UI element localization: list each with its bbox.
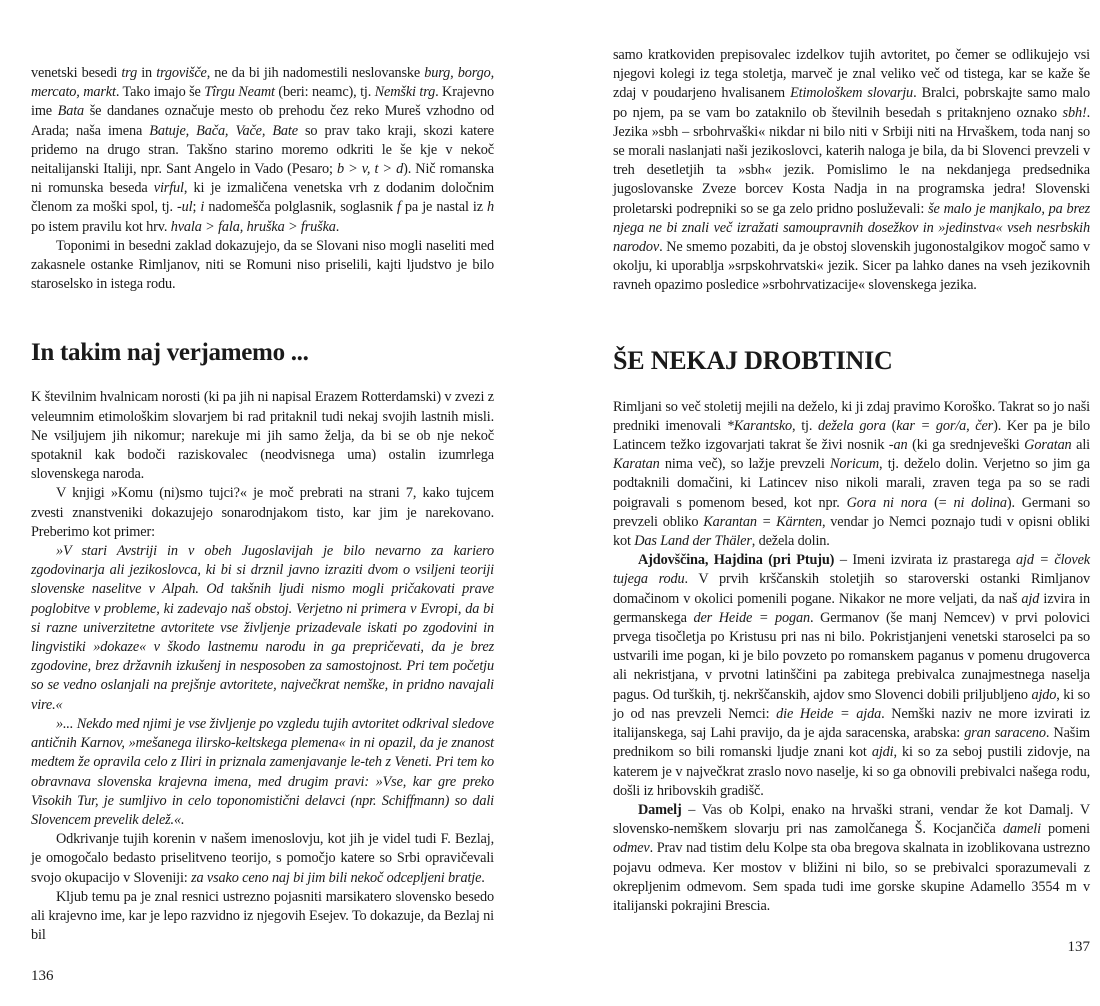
text-run: , ki so za seboj pustili zidovje, na katerem je v največkrat zraslo novo naselje, ki so ga obnovili prebivalci našega rodu, došli iz hribovskih gradišč. [613, 744, 1090, 799]
italic-term: Gora ni nora [846, 494, 928, 511]
italic-term: ajdo [1031, 686, 1057, 703]
italic-term: trg [121, 65, 138, 81]
text-run: še dandanes označuje mesto ob prehodu čez reko Mureš vzhodno od Arada; naša imena [31, 103, 495, 139]
text-run: ; [192, 199, 201, 216]
quote-nekdo-med-njimi: »... Nekdo med njimi je vse življenje po vzgledu tujih avtoritet odkrival sledove antičnih Karnov, »mešanega ilirsko-keltskega plemena« in ni opazil, da je znanost medtem že opravila celo z Iliri in priznala zamenjavanje le-teh z Veneti. Pri tem ko obravnava slovenska krajevna imena, med drugim pravi: »Vse, kar gre preko Visokih Tur, je sumljivo in celo toponomistični delavci (npr. Schiffmann) so dali Slovencem prevelik delež.«. [31, 715, 494, 828]
text-run: pa je nastal iz [400, 199, 487, 216]
text-run: . Jezika »sbh – srbohrvaški« nikdar ni bilo niti v Srbiji niti na Hrvaškem, toda nanj so se morali naslanjati naši jezikoslovci, katerih naloga je bila, da bi Slovenci prevzeli v treh desetletjih ta »sbh« jezik. Pomislimo le na nekdanjega predsednika jugoslovanske Zveze borcev Kosta Nadja in na programska jedra! Slovenski proletarski podrepniki so se ga zelo pridno posluževali: [613, 104, 1090, 217]
paragraph-komu-nismo-tujci: V knjigi »Komu (ni)smo tujci?« je moč prebrati na strani 7, kako tujcem zvesti znanstveniki dokazujejo sonarodnjakom tisto, kar jim je narekovano. Preberimo kot primer: [31, 485, 494, 540]
text-run: , ki je izmaličena venetska vrh z dodanim določnim členom za moški spol, tj. [31, 180, 494, 216]
text-run: (= [927, 494, 954, 511]
text-run: . Našim prednikom so bili romanski ljudje znani kot [613, 725, 1091, 761]
page-number-left: 136 [31, 968, 54, 985]
text-run: nima več), so lažje prevzeli [659, 456, 831, 473]
italic-term: dameli [1002, 821, 1041, 838]
text-run: , dežela dolin. [751, 533, 830, 550]
text-run: samo kratkoviden prepisovalec izdelkov tujih avtoritet, po čemer se odlikujejo vsi njegovi kolegi iz tega stoletja, marveč je znal veliko več od tistega, kar se kaže še zdaj v poudarjeno hvalisanem [613, 47, 1090, 102]
text-run: , tj. deželo dolin. Verjetno so jim ga podtaknili domačini, ki Latincev niso nikoli marali, zraven tega pa so se radi poigravali s pomenom besed, kot npr. [613, 456, 1090, 511]
text-run: so prav tako kraji, skozi katere pridemo na drugo stran. Takšno starino moremo odkriti le še kje v nekoč neitalijanski Italiji, npr. Sant Angelo in Vado (Pesaro; [31, 122, 494, 178]
italic-term: virful [153, 180, 184, 197]
paragraph-end: . [481, 869, 485, 886]
paragraph-odkrivanje-tujih-korenin [31, 830, 494, 888]
bold-entry-title: Ajdovščina, Hajdina (pri Ptuju) [638, 552, 835, 569]
italic-term: gran saraceno [964, 725, 1046, 742]
italic-term: Das Land der Thäler [634, 533, 752, 550]
italic-term: ajd [1021, 590, 1040, 607]
italic-term: *Karantsko [726, 417, 793, 434]
italic-term: Nemški trg [374, 84, 436, 101]
text-run: venetski besedi [31, 65, 122, 81]
paragraph-venetski-besedi [31, 64, 494, 237]
italic-term: sbh! [1062, 104, 1087, 121]
italic-term: Noricum [830, 456, 880, 473]
page-number-right: 137 [1067, 939, 1090, 956]
italic-term: Goratan [1024, 437, 1072, 454]
italic-term: Tîrgu Neamt [204, 84, 275, 101]
text-run: (ki ga srednjeveški [907, 437, 1025, 454]
text-run: – Vas ob Kolpi, enako na hrvaški strani, vendar že kot Damalj. V slovensko-nemškem slovarju pri nas zamolčanega Š. Kocjančiča [613, 801, 1090, 838]
text-run: . Krajevno ime [31, 84, 495, 120]
section-heading-se-nekaj-drobtinic: ŠE NEKAJ DROBTINIC [613, 345, 893, 375]
italic-term: kar = gor/a, čer [896, 417, 994, 434]
italic-term: -an [888, 437, 908, 454]
italic-term: trgovišče [156, 65, 207, 81]
text-run: , ne da bi jih nadomestili neslovanske [206, 65, 425, 81]
italic-term: Batuje, Bača, Vače, Bate [149, 122, 298, 139]
text-run: . Germanov (še manj Nemcev) v prvi polovici prvega tisočletja po Kristusu pri nas ni bilo. Pokristjanjeni venetski staroselci pa so ustvarili ime pogan, ki je bilo povzeto po romanskem paganus v pomenu drugoverca ali nekristjana, v prvotni latinščini pa zabitega prebivalca zunajmestnega naselja pagus. Od turških, tj. nekrščanskih, ajdov smo Slovenci dobili priljubljeno [613, 609, 1091, 703]
italic-term: ni dolina [953, 494, 1007, 511]
text-run: izvira in germanskega [613, 590, 1090, 626]
text-run: . Prav nad tistim delu Kolpe sta oba bregova skalnata in izoblikovana ustrezno pojavu odmeva. Ker mostov v bližini ni bilo, so se prebivalci sporazumevali z okrepljenim odmevom. Sem spada tudi ime gorske skupine Adamello 3554 m v italijanski pokrajini Brescia. [613, 840, 1090, 914]
bold-entry-title: Damelj [638, 801, 682, 818]
text-run: . Bralci, pobrskajte samo malo po njem, pa se vam bo zataknilo ob številnih besedah s pritaknjeno oznako [613, 85, 1090, 121]
text-run: in [137, 65, 157, 81]
text-run: – Imeni izvirata iz prastarega [834, 552, 1017, 569]
text-run: . [335, 218, 340, 235]
text-run: , vendar jo Nemci poznajo tudi v opisni obliki kot [613, 513, 1090, 550]
paragraph-rimljani [613, 398, 1090, 552]
paragraph-kratkoviden-prepisovalec [613, 46, 1090, 296]
italic-term: Etimološkem slovarju [790, 85, 914, 102]
italic-term: še malo je manjkalo, pa brez njega ne bi znali več izražati samoupravnih dosežkov in »jedinstva« vseh nesrbskih narodov [613, 200, 1090, 256]
entry-ajdovscina-hajdina [613, 551, 1090, 801]
italic-term: Bata [57, 103, 85, 120]
italic-term: der Heide = pogan [693, 609, 811, 626]
text-run: ali [1071, 437, 1090, 454]
text-run: , ki so jo od nas prevzeli Nemci: [613, 686, 1091, 722]
italic-term: h [487, 199, 494, 216]
italic-term: ajd = človek tujega rodu [613, 552, 1090, 588]
text-run: ( [885, 417, 897, 434]
italic-term: -ul [177, 199, 193, 216]
entry-damelj [613, 801, 1090, 916]
italic-term: Karantan = Kärnten [703, 513, 822, 530]
paragraph-kljub-temu: Kljub temu pa je znal resnici ustrezno pojasniti marsikatero slovensko besedo ali krajevno ime, kar je lepo razvidno iz njegovih Esejev. To dokazuje, da Bezlaj ni bil [31, 888, 494, 944]
italic-term: Karatan [613, 456, 660, 473]
text-run: nadomešča polglasnik, soglasnik [204, 199, 397, 216]
text-run: (beri: neamc), tj. [274, 84, 375, 101]
paragraph-toponimi: Toponimi in besedni zaklad dokazujejo, da se Slovani niso mogli naseliti med zakasnele ostanke Rimljanov, niti se Romuni niso priselili, kajti ljudstvo je bilo staroselsko in istega rodu. [31, 237, 494, 293]
quote-stari-avstriji: »V stari Avstriji in v obeh Jugoslavijah je bilo nevarno za kariero zgodovinarja ali jezikoslovca, ki bi si drznil javno izraziti dvom o vsiljeni teoriji slovenske naselitve v Alpah. Od takšnih ljudi nismo mogli pričakovati prave poglobitve v probleme, ki zadevajo naš obstoj. Verjetno ni primera v Evropi, da bi si razne univerzitetne avtoritete vse življenje prizadevale iskati po zgodovini in lingvistiki »dokaze« v škodo lastnemu narodu in ga prepričevati, da je brez zgodovine, brez državnih izkušenj in nesposoben za samostojnost. Pri tem početju so se vedno oslanjali na prejšnje avtoritete, največkrat nemške, in pridno navajali vire.« [31, 543, 494, 713]
italic-term: odmev [613, 840, 650, 857]
text-run: pomeni [1040, 821, 1090, 838]
italic-term: ajdi [871, 744, 894, 761]
left-page-text-column [31, 64, 494, 945]
paragraph-hvalnicam-norosti: K številnim hvalnicam norosti (ki pa jih ni napisal Erazem Rotterdamski) v zvezi z veleumnim etimološkim slovarjem bi rad pritaknil tudi nekaj svojih lastnih misli. Ne vsiljujem jih nikomur; narekuje mi jih samo želja, da bi se ob nje nekoč spotaknil kak bodoči raziskovalec (neodvisnega uma) ostalin izumrlega slovenskega naroda. [31, 389, 494, 483]
paragraph-text: Odkrivanje tujih korenin v našem imenoslovju, kot jih je videl tudi F. Bezlaj, je omogočalo bedasto priselitveno teorijo, s pomočjo katere so Srbi opravičevali svojo okupacijo v Sloveniji: [31, 831, 494, 886]
text-run: Rimljani so več stoletij mejili na deželo, ki ji zdaj pravimo Koroško. Takrat so jo naši predniki imenovali [613, 398, 1090, 434]
italic-term: i [200, 199, 205, 216]
italic-term: f [396, 199, 401, 216]
section-heading-in-takim-naj-verjamemo: In takim naj verjamemo ... [31, 339, 309, 367]
right-page-137 [550, 0, 1100, 1006]
text-run: . Ne smemo pozabiti, da je obstoj slovenskih jugonostalgikov mogoč samo v okolju, ki uporablja »srpskohrvatski« jezik. Sicer pa lahko danes na vseh jezikovnih ravneh opazimo posledice »srbohrvatizacije« slovenskega jezika. [613, 239, 1090, 294]
italic-term: die Heide = ajda [776, 705, 882, 722]
text-run: po istem pravilu kot hrv. [31, 218, 171, 235]
text-run: . V prvih krščanskih stoletjih so staroverski ostanki Rimljanov domačinom v okolici pomenili pogane. Nikakor ne more veljati, da naš [613, 571, 1090, 607]
italic-term: hvala > fala, hruška > fruška [170, 218, 336, 235]
text-run: ). Germani so prevzeli obliko [613, 494, 1091, 530]
italic-term: b > v, t > d [336, 161, 404, 178]
text-run: , tj. [792, 417, 819, 434]
text-run: ). Nič romanska ni romunska beseda [31, 161, 494, 197]
text-run: . Tako imajo še [115, 84, 205, 101]
italic-term: dežela gora [818, 417, 886, 434]
text-run: . Nemški naziv ne more izvirati iz italijanskega, saj Lahi pravijo, da je ajda saracenska, arabska: [613, 705, 1090, 742]
paragraph-italic-phrase: za vsako ceno naj bi jim bili nekoč odcepljeni bratje [191, 869, 482, 886]
italic-term: burg, borgo, mercato, markt [31, 65, 495, 101]
right-page-text-column [613, 46, 1090, 916]
text-run: ). Ker pa je bilo Latincem težko izgovarjati takrat še živi nosnik [613, 417, 1090, 454]
